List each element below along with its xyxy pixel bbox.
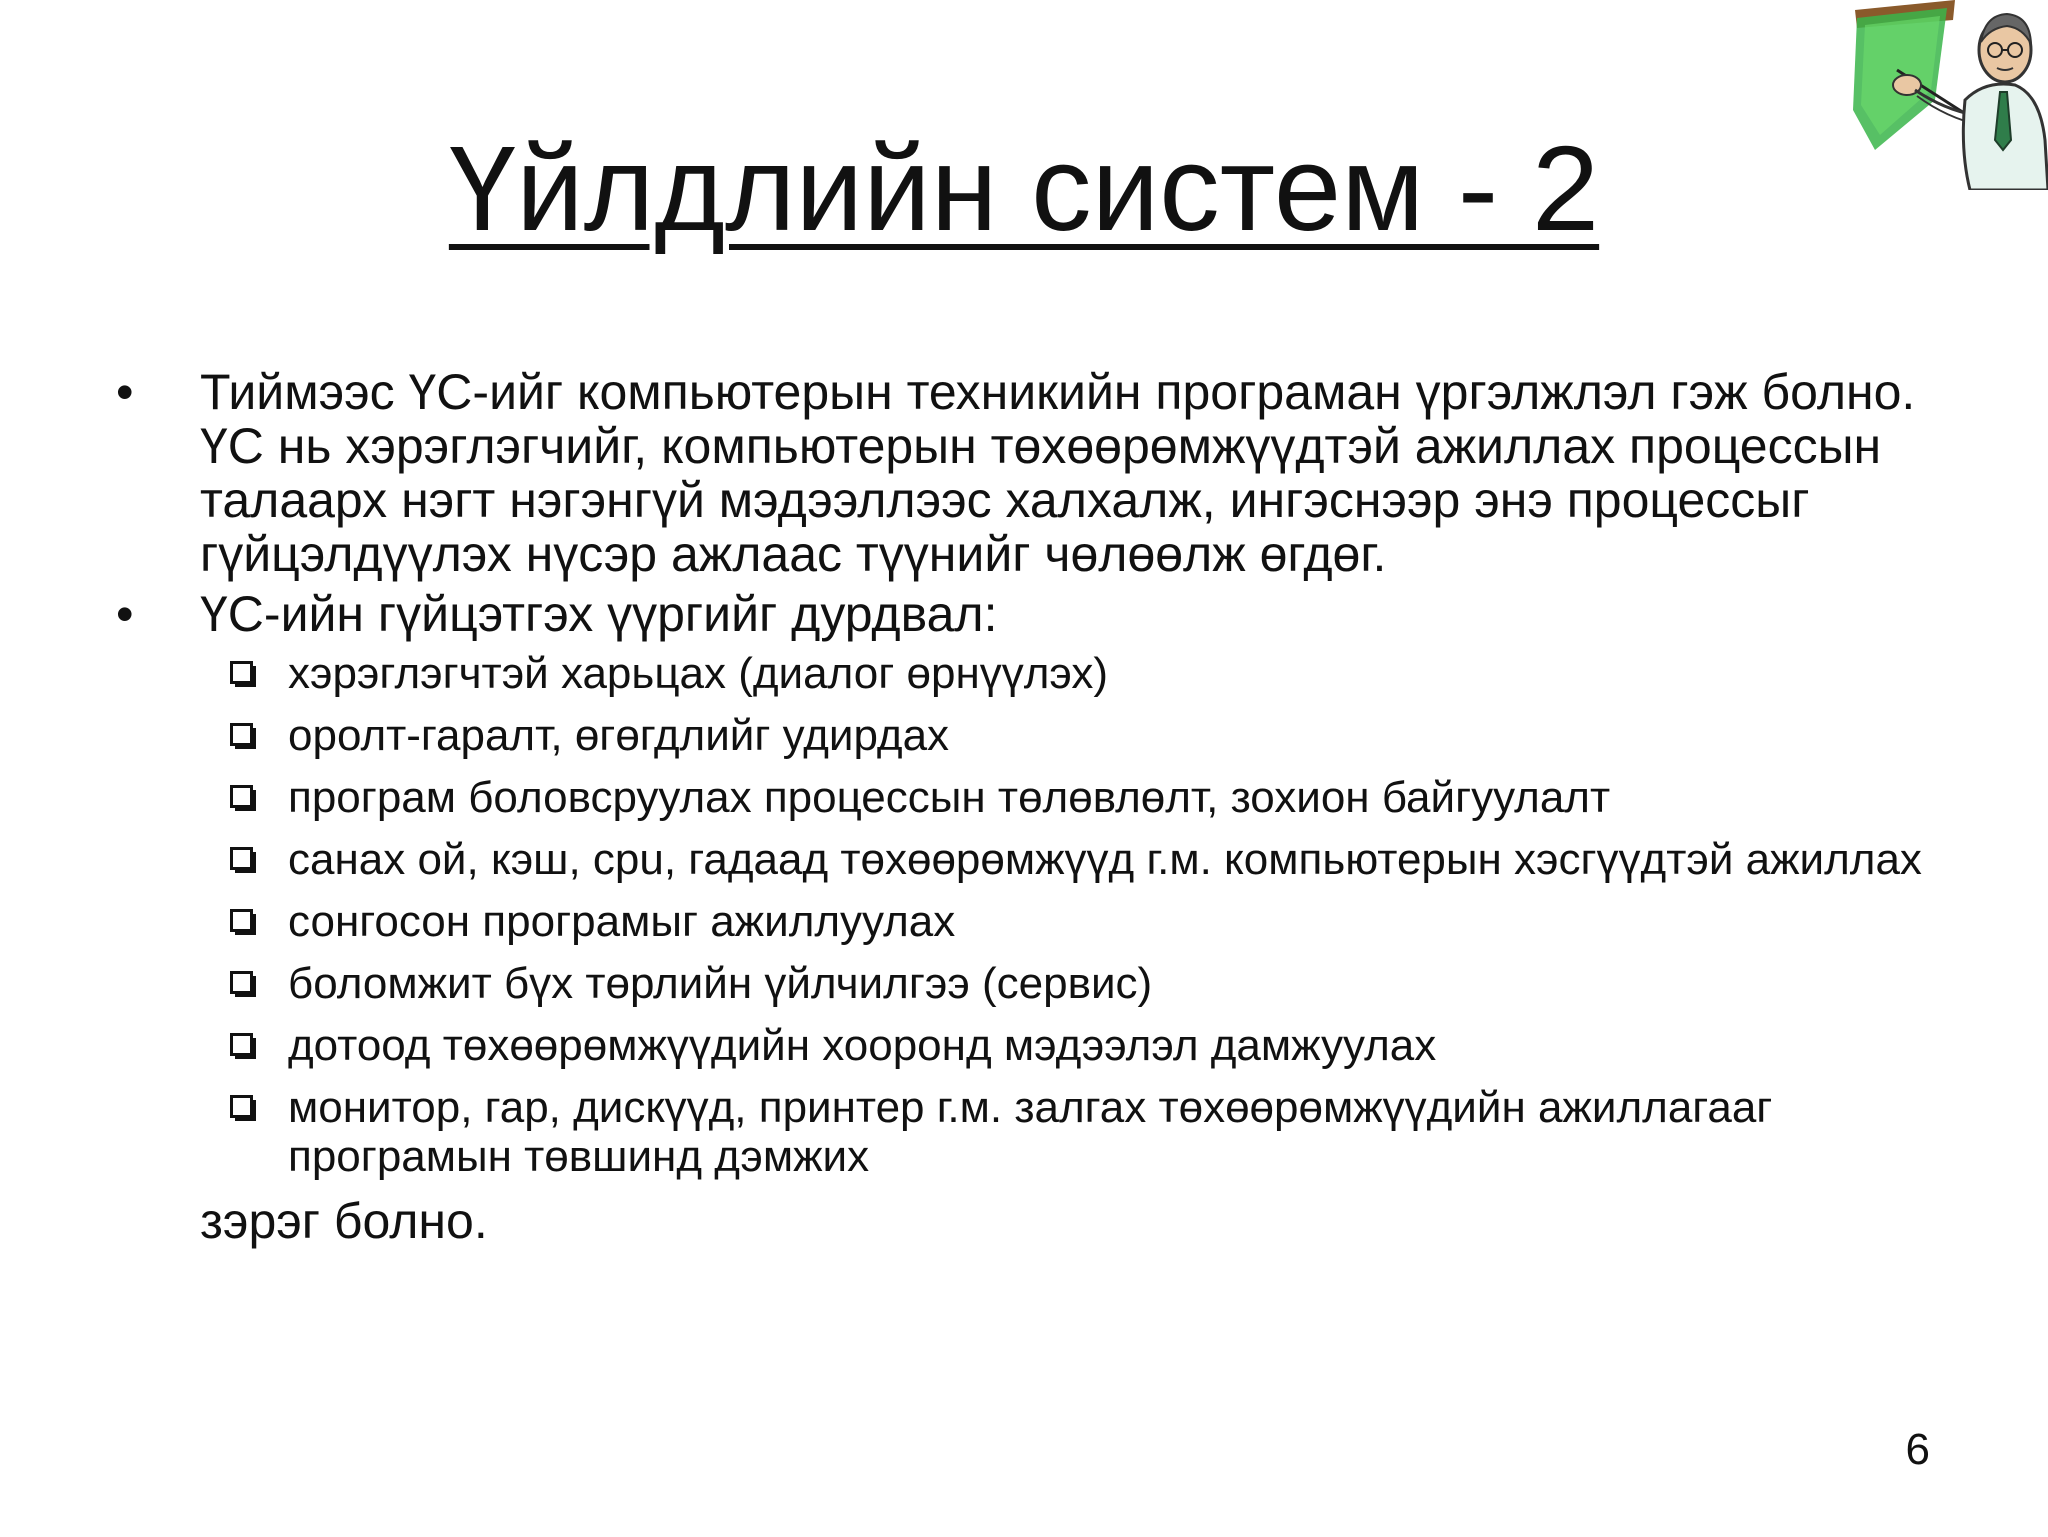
list-item — [112, 1083, 1952, 1181]
list-item — [112, 959, 1952, 1008]
checkbox-icon — [230, 1033, 257, 1060]
duties-list — [112, 649, 1952, 1181]
checkbox-icon — [230, 1095, 257, 1122]
list-item — [112, 773, 1952, 822]
slide-title — [0, 118, 2048, 258]
list-item-text: санах ой, кэш, cpu, гадаад төхөөрөмжүүд г.м. компьютерын хэсгүүдтэй ажиллах — [288, 835, 1922, 884]
list-item — [112, 897, 1952, 946]
checkbox-icon — [230, 723, 257, 750]
checkbox-icon — [230, 785, 257, 812]
page-number: 6 — [1905, 1425, 1930, 1474]
list-item — [112, 711, 1952, 760]
slide-title-text: Үйлдлийн систем - 2 — [448, 120, 1600, 256]
closing-text: зэрэг болно. — [200, 1193, 488, 1249]
list-item — [112, 649, 1952, 698]
list-item — [112, 835, 1952, 884]
checkbox-icon — [230, 909, 257, 936]
slide-body — [112, 365, 1952, 1248]
checkbox-icon — [230, 971, 257, 998]
checkbox-icon — [230, 661, 257, 688]
checkbox-icon — [230, 847, 257, 874]
list-item — [112, 1021, 1952, 1070]
bullet-text: Тиймээс ҮС-ийг компьютерын техникийн програман үргэлжлэл гэж болно. ҮС нь хэрэглэгчийг, компьютерын төхөөрөмжүүдтэй ажиллах процессын талаарх нэгт нэгэнгүй мэдээллээс халхалж, ингэснээр энэ процессыг гүйцэлдүүлэх нүсэр ажлаас түүнийг чөлөөлж өгдөг. — [200, 364, 1916, 582]
bullet-text: ҮС-ийн гүйцэтгэх үүргийг дурдвал: — [200, 586, 998, 642]
list-item-text: програм боловсруулах процессын төлөвлөлт, зохион байгуулалт — [288, 773, 1611, 822]
list-item-text: боломжит бүх төрлийн үйлчилгээ (сервис) — [288, 959, 1153, 1008]
bullet-item — [112, 365, 1952, 581]
bullet-item — [112, 587, 1952, 641]
bullet-dot-icon: • — [116, 586, 134, 642]
list-item-text: оролт-гаралт, өгөгдлийг удирдах — [288, 711, 950, 760]
list-item-text: монитор, гар, дискүүд, принтер г.м. залгах төхөөрөмжүүдийн ажиллагааг програмын төвшинд дэмжих — [288, 1083, 1773, 1181]
bullet-dot-icon: • — [116, 364, 134, 420]
list-item-text: сонгосон програмыг ажиллуулах — [288, 897, 956, 946]
list-item-text: дотоод төхөөрөмжүүдийн хооронд мэдээлэл дамжуулах — [288, 1021, 1437, 1070]
list-item-text: хэрэглэгчтэй харьцах (диалог өрнүүлэх) — [288, 649, 1109, 698]
